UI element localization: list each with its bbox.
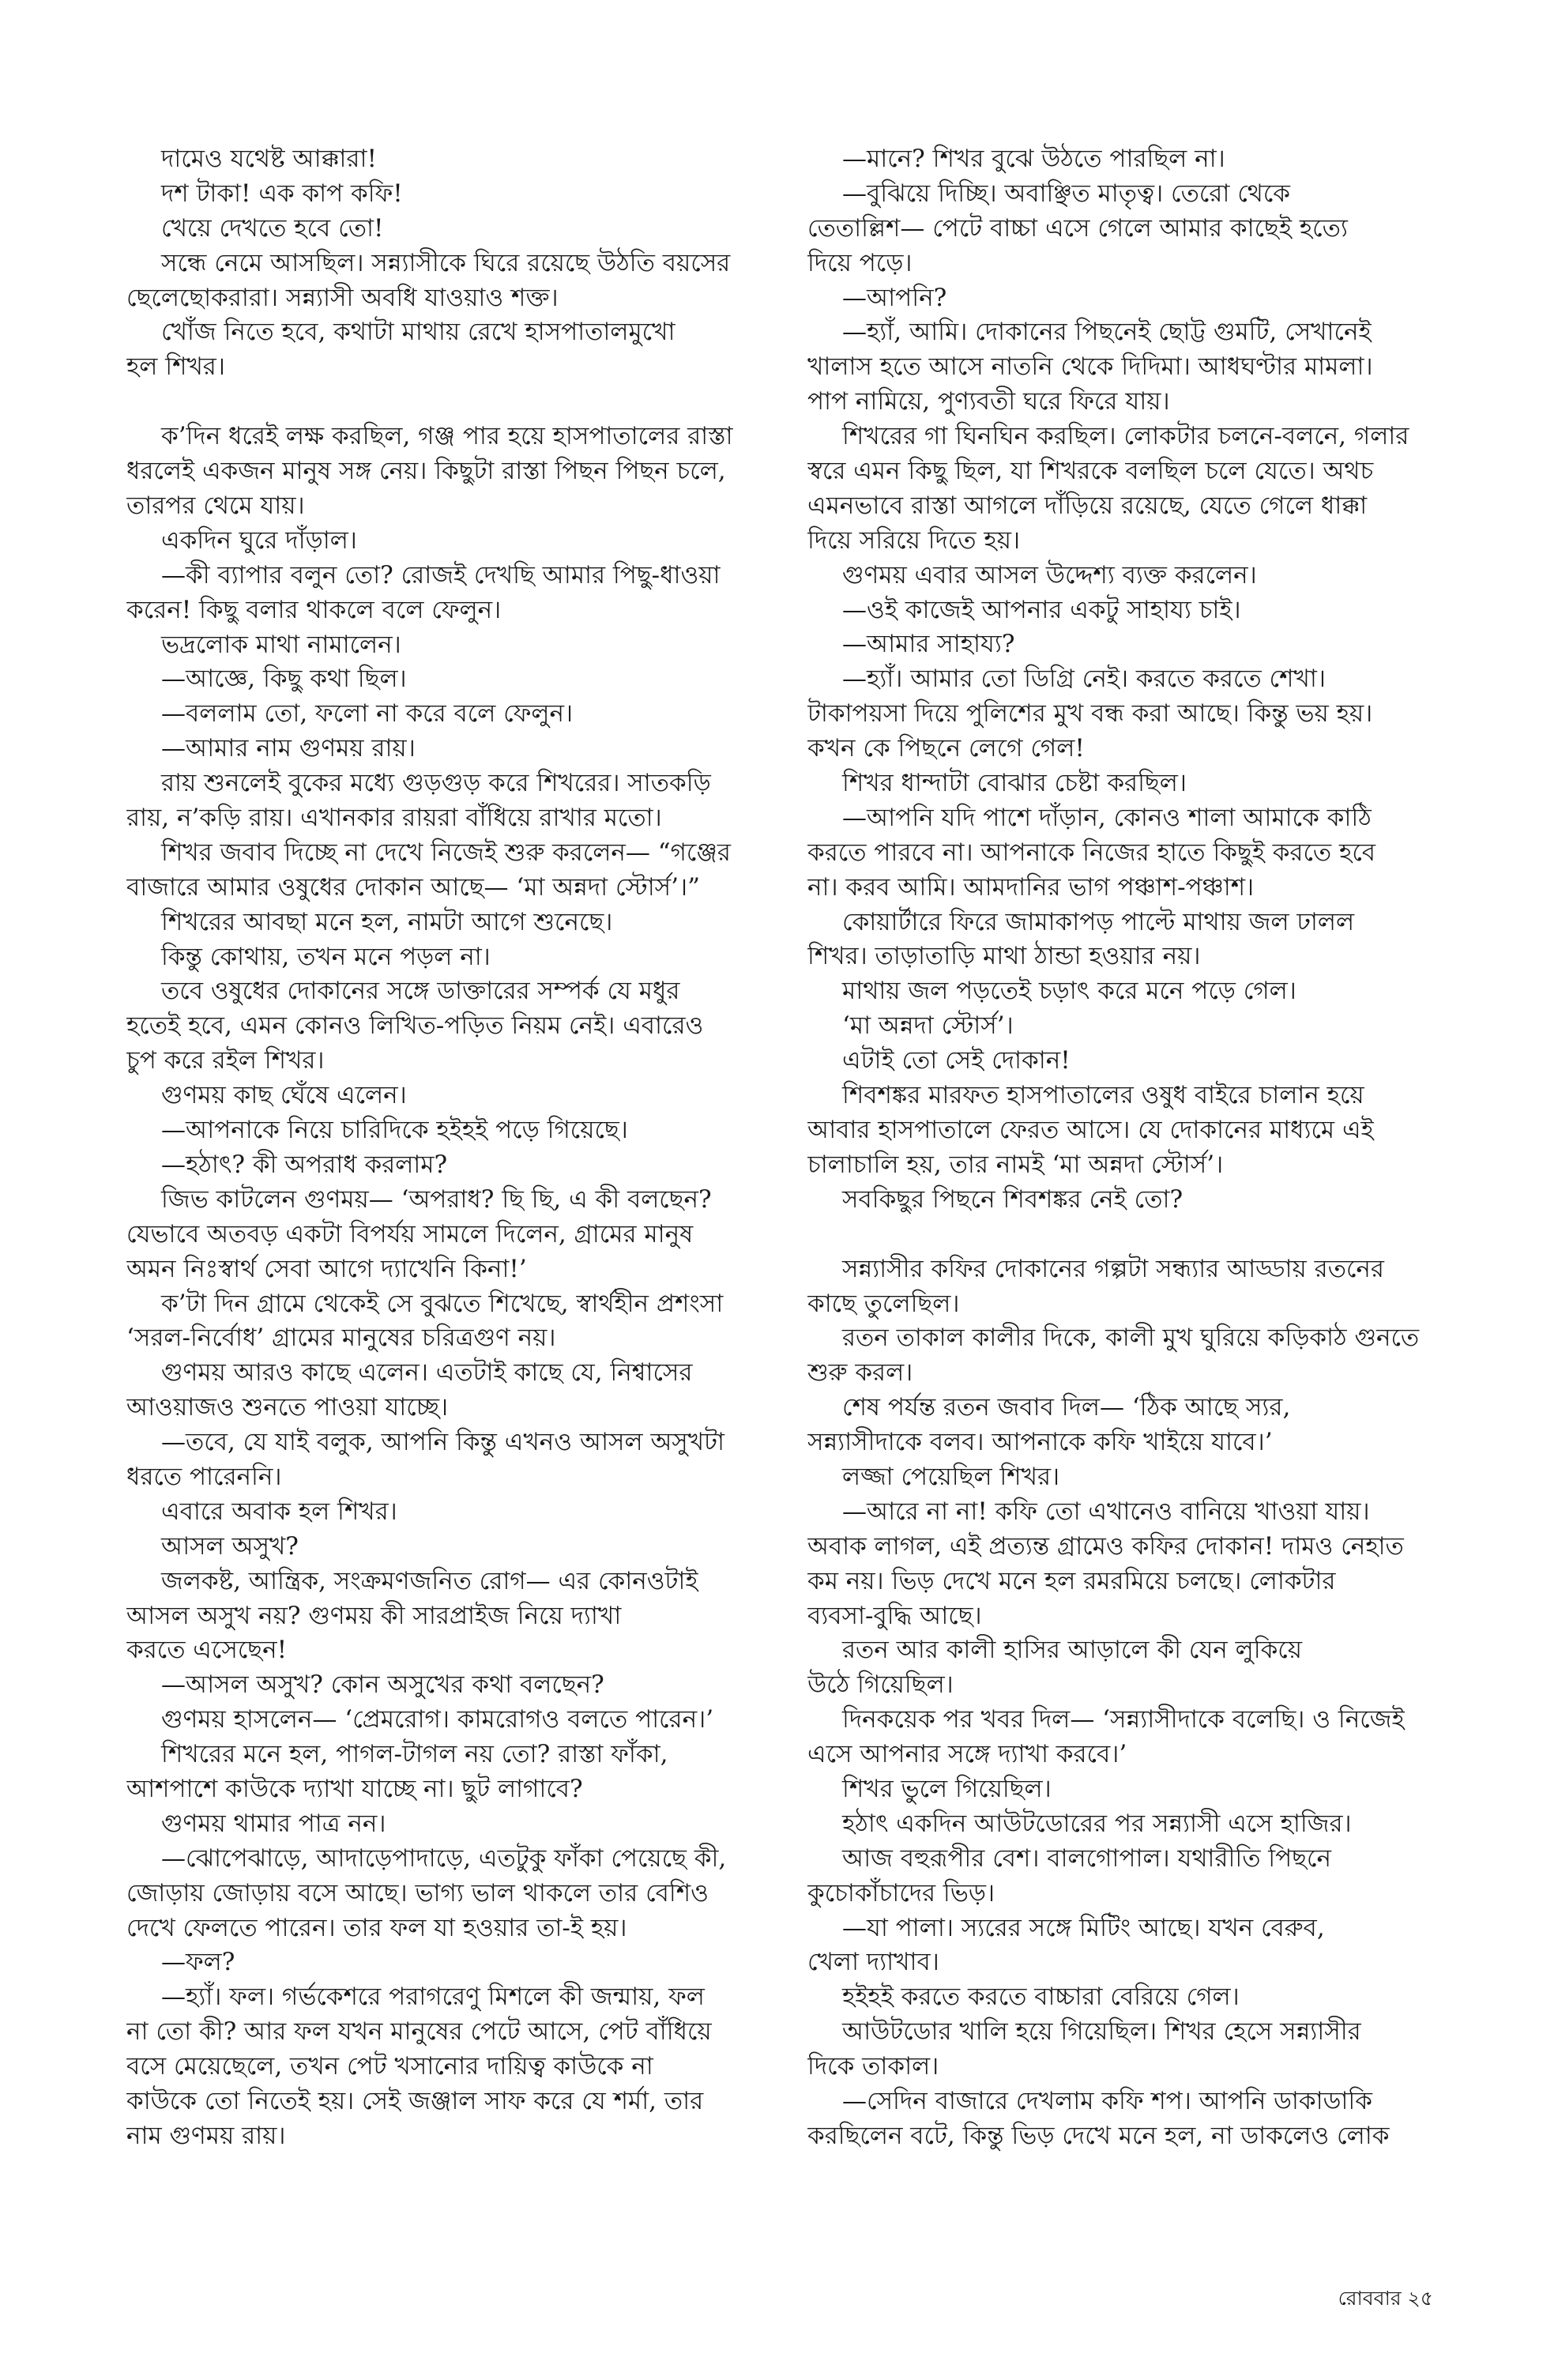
text-line: তেতাল্লিশ— পেটে বাচ্চা এসে গেলে আমার কাছেই হত্যে bbox=[807, 213, 1348, 243]
text-line: ধরলেই একজন মানুষ সঙ্গ নেয়। কিছুটা রাস্তা পিছন পিছন চলে, bbox=[126, 457, 726, 486]
text-line: —তবে, যে যাই বলুক, আপনি কিন্তু এখনও আসল অসুখটা bbox=[161, 1428, 725, 1457]
text-line: রায় শুনলেই বুকের মধ্যে গুড়গুড় করে শিখরের। সাতকড়ি bbox=[161, 769, 711, 798]
text-line: —আপনাকে নিয়ে চারিদিকে হইহই পড়ে গিয়েছে। bbox=[161, 1116, 628, 1145]
section-break bbox=[126, 385, 755, 420]
text-line: চালাচালি হয়, তার নামই ‘মা অন্নদা স্টোর্স’। bbox=[807, 1150, 1224, 1179]
text-line: ব্যবসা-বুদ্ধি আছে। bbox=[807, 1601, 982, 1630]
text-line: কাউকে তো নিতেই হয়। সেই জঞ্জাল সাফ করে যে শর্মা, তার bbox=[126, 2086, 704, 2115]
text-line: গুণময় হাসলেন— ‘প্রেমরোগ। কামরোগও বলতে পারেন।’ bbox=[161, 1705, 714, 1734]
section-break bbox=[807, 1218, 1436, 1252]
text-line: খেয়ে দেখতে হবে তো! bbox=[161, 213, 384, 243]
text-line: রতন আর কালী হাসির আড়ালে কী যেন লুকিয়ে bbox=[842, 1636, 1303, 1665]
text-line: না তো কী? আর ফল যখন মানুষের পেটে আসে, পেট বাঁধিয়ে bbox=[126, 2017, 712, 2047]
text-line: সন্ধে নেমে আসছিল। সন্ন্যাসীকে ঘিরে রয়েছে উঠতি বয়সের bbox=[161, 248, 731, 277]
text-line: খোঁজ নিতে হবে, কথাটা মাথায় রেখে হাসপাতালমুখো bbox=[161, 318, 676, 347]
text-line: তবে ওষুধের দোকানের সঙ্গে ডাক্তারের সম্পর্ক যে মধুর bbox=[161, 977, 680, 1006]
text-line: শেষ পর্যন্ত রতন জবাব দিল— ‘ঠিক আছে স্যর, bbox=[842, 1393, 1291, 1422]
text-line: আজ বহুরূপীর বেশ। বালগোপাল। যথারীতি পিছনে bbox=[842, 1843, 1331, 1873]
text-line: সন্ন্যাসীদাকে বলব। আপনাকে কফি খাইয়ে যাবে।’ bbox=[807, 1428, 1273, 1457]
text-line: ‘সরল-নির্বোধ’ গ্রামের মানুষের চরিত্রগুণ নয়। bbox=[126, 1324, 556, 1353]
text-line: সন্ন্যাসীর কফির দোকানের গল্পটা সন্ধ্যার আড্ডায় রতনের bbox=[842, 1254, 1384, 1283]
text-line: শিখরের মনে হল, পাগল-টাগল নয় তো? রাস্তা ফাঁকা, bbox=[161, 1740, 668, 1769]
text-line: দিকে তাকাল। bbox=[807, 2052, 939, 2081]
text-line: আশপাশে কাউকে দ্যাখা যাচ্ছে না। ছুট লাগাবে? bbox=[126, 1774, 583, 1803]
right-column bbox=[807, 142, 1436, 2154]
text-line: তারপর থেমে যায়। bbox=[126, 491, 305, 521]
text-line: করেন! কিছু বলার থাকলে বলে ফেলুন। bbox=[126, 595, 502, 624]
text-line: ভদ্রলোক মাথা নামালেন। bbox=[161, 630, 401, 659]
text-line: হঠাৎ একদিন আউটডোরের পর সন্ন্যাসী এসে হাজির। bbox=[842, 1809, 1352, 1838]
text-line: এটাই তো সেই দোকান! bbox=[842, 1046, 1071, 1075]
text-line: কুচোকাঁচাদের ভিড়। bbox=[807, 1878, 995, 1907]
text-line: গুণময় কাছ ঘেঁষে এলেন। bbox=[161, 1081, 407, 1110]
text-line: —বললাম তো, ফলো না করে বলে ফেলুন। bbox=[161, 699, 574, 729]
text-line: —আসল অসুখ? কোন অসুখের কথা বলছেন? bbox=[161, 1670, 604, 1700]
text-line: দিনকয়েক পর খবর দিল— ‘সন্ন্যাসীদাকে বলেছি। ও নিজেই bbox=[842, 1705, 1405, 1734]
text-line: যেভাবে অতবড় একটা বিপর্যয় সামলে দিলেন, গ্রামের মানুষ bbox=[126, 1219, 694, 1248]
text-line: গুণময় থামার পাত্র নন। bbox=[161, 1809, 386, 1838]
left-column bbox=[126, 142, 755, 2154]
text-line: খেলা দ্যাখাব। bbox=[807, 1948, 939, 1977]
text-line: এসে আপনার সঙ্গে দ্যাখা করবে।’ bbox=[807, 1740, 1127, 1769]
text-line: জোড়ায় জোড়ায় বসে আছে। ভাগ্য ভাল থাকলে তার বেশিও bbox=[126, 1878, 709, 1907]
text-line: আউটডোর খালি হয়ে গিয়েছিল। শিখর হেসে সন্ন্যাসীর bbox=[842, 2017, 1361, 2047]
text-line: অবাক লাগল, এই প্রত্যন্ত গ্রামেও কফির দোকান! দামও নেহাত bbox=[807, 1531, 1404, 1561]
text-line: —আপনি? bbox=[842, 283, 947, 312]
text-line: চুপ করে রইল শিখর। bbox=[126, 1046, 325, 1075]
text-line: হতেই হবে, এমন কোনও লিখিত-পড়িত নিয়ম নেই। এবারেও bbox=[126, 1011, 704, 1041]
text-line: করতে পারবে না। আপনাকে নিজের হাতে কিছুই করতে হবে bbox=[807, 838, 1376, 867]
text-line: শিখরের আবছা মনে হল, নামটা আগে শুনেছে। bbox=[161, 907, 613, 936]
text-line: শুরু করল। bbox=[807, 1358, 913, 1388]
text-line: আসল অসুখ নয়? গুণময় কী সারপ্রাইজ নিয়ে দ্যাখা bbox=[126, 1601, 622, 1630]
text-line: —হ্যাঁ। ফল। গর্ভকেশরে পরাগরেণু মিশলে কী জন্মায়, ফল bbox=[161, 1983, 705, 2012]
text-line: কাছে তুলেছিল। bbox=[807, 1289, 960, 1318]
text-line: —হঠাৎ? কী অপরাধ করলাম? bbox=[161, 1150, 448, 1179]
text-line: —আরে না না! কফি তো এখানেও বানিয়ে খাওয়া যায়। bbox=[842, 1497, 1370, 1526]
text-line: নাম গুণময় রায়। bbox=[126, 2121, 286, 2150]
text-line: করছিলেন বটে, কিন্তু ভিড় দেখে মনে হল, না ডাকলেও লোক bbox=[807, 2121, 1390, 2150]
text-line: দিয়ে সরিয়ে দিতে হয়। bbox=[807, 525, 1021, 555]
text-line: বাজারে আমার ওষুধের দোকান আছে— ‘মা অন্নদা স্টোর্স’।” bbox=[126, 872, 700, 902]
text-line: জিভ কাটলেন গুণময়— ‘অপরাধ? ছি ছি, এ কী বলছেন? bbox=[161, 1184, 712, 1214]
text-line: ক’দিন ধরেই লক্ষ করছিল, গঞ্জ পার হয়ে হাসপাতালের রাস্তা bbox=[161, 422, 733, 451]
text-line: আওয়াজও শুনতে পাওয়া যাচ্ছে। bbox=[126, 1393, 449, 1422]
text-line: গুণময় আরও কাছে এলেন। এতটাই কাছে যে, নিশ্বাসের bbox=[161, 1358, 693, 1388]
text-line: এমনভাবে রাস্তা আগলে দাঁড়িয়ে রয়েছে, যেতে গেলে ধাক্কা bbox=[807, 491, 1368, 520]
text-line: শিখর ভুলে গিয়েছিল। bbox=[842, 1774, 1052, 1803]
text-line: স্বরে এমন কিছু ছিল, যা শিখরকে বলছিল চলে যেতে। অথচ bbox=[807, 457, 1374, 486]
text-line: রতন তাকাল কালীর দিকে, কালী মুখ ঘুরিয়ে কড়িকাঠ গুনতে bbox=[842, 1324, 1420, 1353]
text-line: অমন নিঃস্বার্থ সেবা আগে দ্যাখেনি কিনা!’ bbox=[126, 1254, 527, 1283]
text-line: সবকিছুর পিছনে শিবশঙ্কর নেই তো? bbox=[842, 1184, 1184, 1214]
text-line: শিখরের গা ঘিনঘিন করছিল। লোকটার চলনে-বলনে, গলার bbox=[842, 422, 1409, 451]
text-line: —ঝোপেঝাড়ে, আদাড়েপাদাড়ে, এতটুকু ফাঁকা পেয়েছে কী, bbox=[161, 1843, 727, 1873]
text-line: আসল অসুখ? bbox=[161, 1531, 299, 1561]
text-line: ‘মা অন্নদা স্টোর্স’। bbox=[842, 1011, 1014, 1041]
text-line: না। করব আমি। আমদানির ভাগ পঞ্চাশ-পঞ্চাশ। bbox=[807, 872, 1255, 902]
text-line: কিন্তু কোথায়, তখন মনে পড়ল না। bbox=[161, 942, 491, 971]
text-line: —ওই কাজেই আপনার একটু সাহায্য চাই। bbox=[842, 595, 1241, 624]
text-line: —হ্যাঁ। আমার তো ডিগ্রি নেই। করতে করতে শেখা। bbox=[842, 665, 1326, 694]
text-line: হল শিখর। bbox=[126, 352, 225, 382]
text-line: করতে এসেছেন! bbox=[126, 1636, 288, 1665]
text-line: পাপ নামিয়ে, পুণ্যবতী ঘরে ফিরে যায়। bbox=[807, 387, 1170, 416]
text-line: —আপনি যদি পাশে দাঁড়ান, কোনও শালা আমাকে কাঠি bbox=[842, 803, 1372, 832]
text-line: খালাস হতে আসে নাতনি থেকে দিদিমা। আধঘণ্টার মামলা। bbox=[807, 352, 1373, 382]
text-line: শিখর। তাড়াতাড়ি মাথা ঠান্ডা হওয়ার নয়। bbox=[807, 942, 1201, 971]
text-line: ছেলেছোকরারা। সন্ন্যাসী অবধি যাওয়াও শক্ত। bbox=[126, 283, 559, 312]
text-line: আবার হাসপাতালে ফেরত আসে। যে দোকানের মাধ্যমে এই bbox=[807, 1115, 1374, 1144]
text-line: —বুঝিয়ে দিচ্ছি। অবাঞ্ছিত মাতৃত্ব। তেরো থেকে bbox=[842, 179, 1290, 208]
text-line: দশ টাকা! এক কাপ কফি! bbox=[161, 179, 403, 208]
text-line: হইহই করতে করতে বাচ্চারা বেরিয়ে গেল। bbox=[842, 1983, 1240, 2012]
text-line: কোয়ার্টারে ফিরে জামাকাপড় পাল্টে মাথায় জল ঢালল bbox=[842, 907, 1355, 936]
text-line: —সেদিন বাজারে দেখলাম কফি শপ। আপনি ডাকাডাকি bbox=[842, 2086, 1372, 2115]
text-line: মাথায় জল পড়তেই চড়াৎ করে মনে পড়ে গেল। bbox=[842, 977, 1296, 1006]
text-line: দিয়ে পড়ে। bbox=[807, 248, 913, 277]
text-line: জলকষ্ট, আন্ত্রিক, সংক্রমণজনিত রোগ— এর কোনওটাই bbox=[161, 1566, 698, 1595]
text-line: —মানে? শিখর বুঝে উঠতে পারছিল না। bbox=[842, 145, 1225, 173]
text-line: টাকাপয়সা দিয়ে পুলিশের মুখ বন্ধ করা আছে। কিন্তু ভয় হয়। bbox=[807, 699, 1373, 729]
text-line: —যা পালা। স্যরের সঙ্গে মিটিং আছে। যখন বেরুব, bbox=[842, 1913, 1325, 1942]
text-line: বসে মেয়েছেলে, তখন পেট খসানোর দায়িত্ব কাউকে না bbox=[126, 2052, 653, 2081]
text-line: শিখর ধান্দাটা বোঝার চেষ্টা করছিল। bbox=[842, 769, 1187, 798]
text-line: দামেও যথেষ্ট আক্কারা! bbox=[161, 145, 377, 173]
text-line: শিখর জবাব দিচ্ছে না দেখে নিজেই শুরু করলেন— “গঞ্জের bbox=[161, 838, 731, 867]
text-line: —আমার সাহায্য? bbox=[842, 630, 1015, 659]
text-line: কম নয়। ভিড় দেখে মনে হল রমরমিয়ে চলছে। লোকটার bbox=[807, 1566, 1336, 1595]
text-line: লজ্জা পেয়েছিল শিখর। bbox=[842, 1462, 1060, 1491]
text-line: গুণময় এবার আসল উদ্দেশ্য ব্যক্ত করলেন। bbox=[842, 560, 1257, 589]
text-line: —আমার নাম গুণময় রায়। bbox=[161, 734, 416, 763]
text-line: রায়, ন’কড়ি রায়। এখানকার রায়রা বাঁধিয়ে রাখার মতো। bbox=[126, 804, 662, 833]
text-line: —কী ব্যাপার বলুন তো? রোজই দেখছি আমার পিছু-ধাওয়া bbox=[161, 560, 721, 589]
text-line: উঠে গিয়েছিল। bbox=[807, 1670, 954, 1700]
text-line: একদিন ঘুরে দাঁড়াল। bbox=[161, 525, 357, 555]
text-line: কখন কে পিছনে লেগে গেল! bbox=[807, 734, 1085, 763]
text-line: শিবশঙ্কর মারফত হাসপাতালের ওষুধ বাইরে চালান হয়ে bbox=[842, 1081, 1364, 1110]
text-line: এবারে অবাক হল শিখর। bbox=[161, 1497, 397, 1526]
text-line: দেখে ফেলতে পারেন। তার ফল যা হওয়ার তা-ই হয়। bbox=[126, 1913, 627, 1942]
page-footer-folio: রোববার ২৫ bbox=[1338, 2287, 1433, 2310]
text-line: —ফল? bbox=[161, 1948, 235, 1977]
text-line: —আজ্ঞে, কিছু কথা ছিল। bbox=[161, 665, 407, 694]
text-line: ধরতে পারেননি। bbox=[126, 1462, 282, 1491]
text-line: —হ্যাঁ, আমি। দোকানের পিছনেই ছোট্ট গুমটি, সেখানেই bbox=[842, 318, 1372, 347]
text-line: ক’টা দিন গ্রামে থেকেই সে বুঝতে শিখেছে, স্বার্থহীন প্রশংসা bbox=[161, 1289, 724, 1318]
